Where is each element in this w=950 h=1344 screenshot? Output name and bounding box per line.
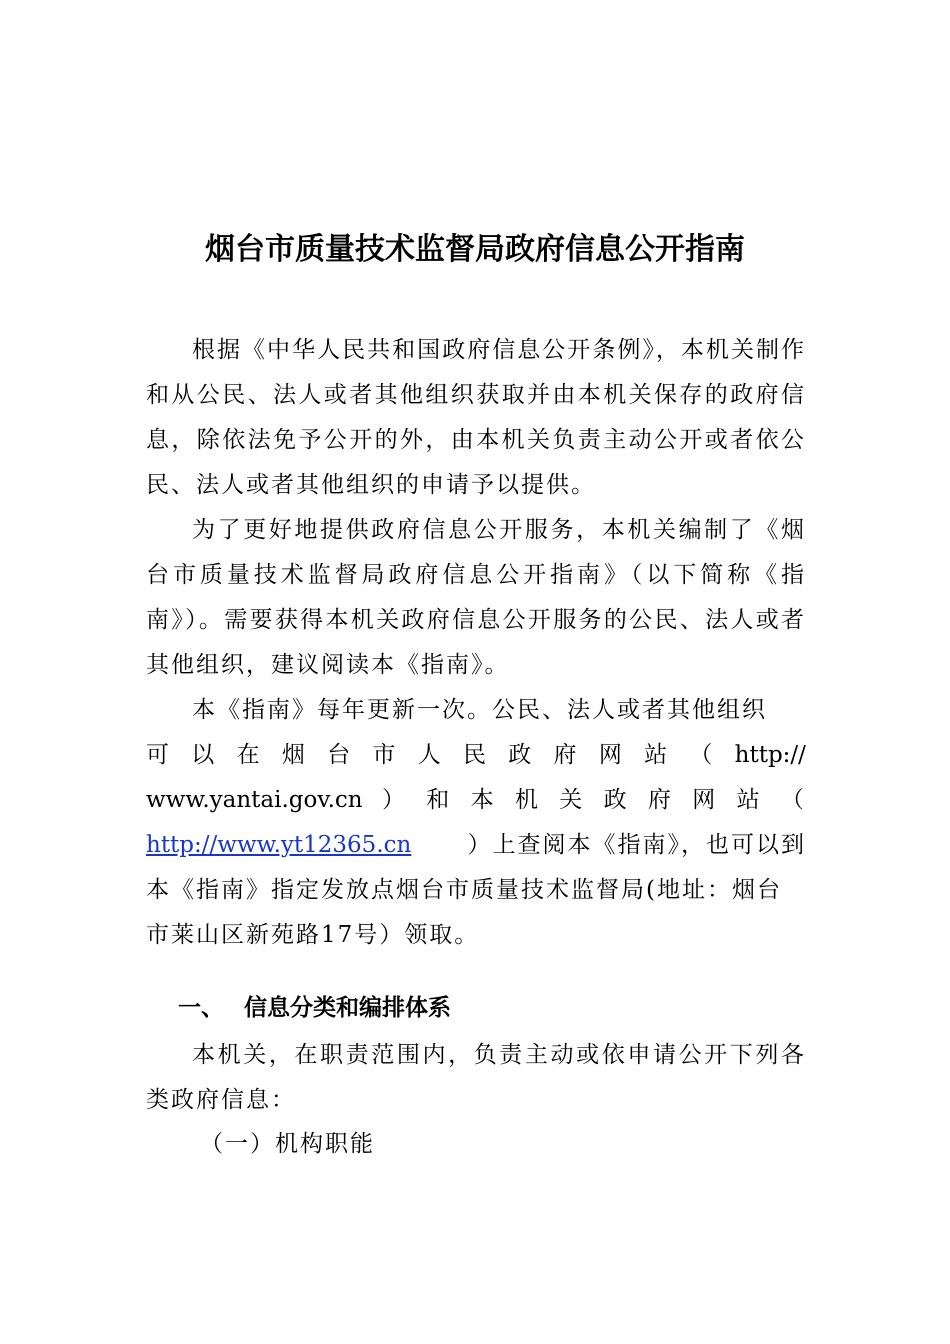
- char: 府: [647, 787, 673, 813]
- document-title: 烟台市质量技术监督局政府信息公开指南: [205, 232, 745, 267]
- char: 以: [191, 742, 217, 768]
- paragraph-3-line-2: [146, 733, 806, 778]
- char: 市: [372, 742, 398, 768]
- char: 关: [559, 787, 585, 813]
- char: 人: [417, 742, 443, 768]
- char: 政: [603, 787, 629, 813]
- char: 可: [146, 742, 171, 768]
- char: 和: [426, 787, 452, 813]
- char: （: [689, 742, 715, 768]
- char: 站: [736, 787, 762, 813]
- paragraph-3: [146, 688, 806, 958]
- subsection-heading-1: （一）机构职能: [200, 1131, 375, 1157]
- paragraph-1: [146, 328, 806, 508]
- char: 台: [327, 742, 353, 768]
- paragraph-3-line-1: 本《指南》每年更新一次。公民、法人或者其他组织: [192, 697, 767, 723]
- char: 网: [598, 742, 624, 768]
- paragraph-2: [146, 508, 806, 688]
- char: 本: [470, 787, 496, 813]
- section-title: 信息分类和编排体系: [244, 995, 451, 1021]
- paragraph-4: [146, 1033, 806, 1123]
- paragraph-4-text: 本机关，在职责范围内，负责主动或依申请公开下列各类政府信息：: [146, 1042, 806, 1113]
- char: 府: [553, 742, 579, 768]
- section-number: 一、: [178, 995, 224, 1021]
- paragraph-3-line-5: 本《指南》指定发放点烟台市质量技术监督局(地址：烟台: [146, 877, 782, 903]
- char: ）: [381, 787, 407, 813]
- paragraph-3-line-4: [146, 823, 806, 868]
- char: 在: [236, 742, 262, 768]
- char: 民: [462, 742, 488, 768]
- section-heading-1: [178, 986, 451, 1031]
- paragraph-3-line-3: [146, 778, 806, 823]
- char: 站: [644, 742, 670, 768]
- char: （: [780, 787, 806, 813]
- paragraph-2-text: 为了更好地提供政府信息公开服务，本机关编制了《烟台市质量技术监督局政府信息公开指南》（以下简称《指南》）。需要获得本机关政府信息公开服务的公民、法人或者其他组织，建议阅读本《指南》。: [146, 517, 806, 678]
- url-fragment: www.yantai.gov.cn: [146, 787, 363, 813]
- char: 烟: [281, 742, 307, 768]
- char: 网: [692, 787, 718, 813]
- char: 政: [508, 742, 534, 768]
- paragraph-3-line-4-rest: ）上查阅本《指南》，也可以到: [467, 832, 806, 858]
- website-link[interactable]: http://www.yt12365.cn: [146, 832, 412, 858]
- paragraph-1-text: 根据《中华人民共和国政府信息公开条例》，本机关制作和从公民、法人或者其他组织获取并由本机关保存的政府信息，除依法免予公开的外，由本机关负责主动公开或者依公民、法人或者其他组织的申请予以提供。: [146, 337, 806, 498]
- char: 机: [514, 787, 540, 813]
- url-fragment: http://: [734, 742, 806, 768]
- paragraph-3-line-6: 市莱山区新苑路17号）领取。: [146, 922, 480, 948]
